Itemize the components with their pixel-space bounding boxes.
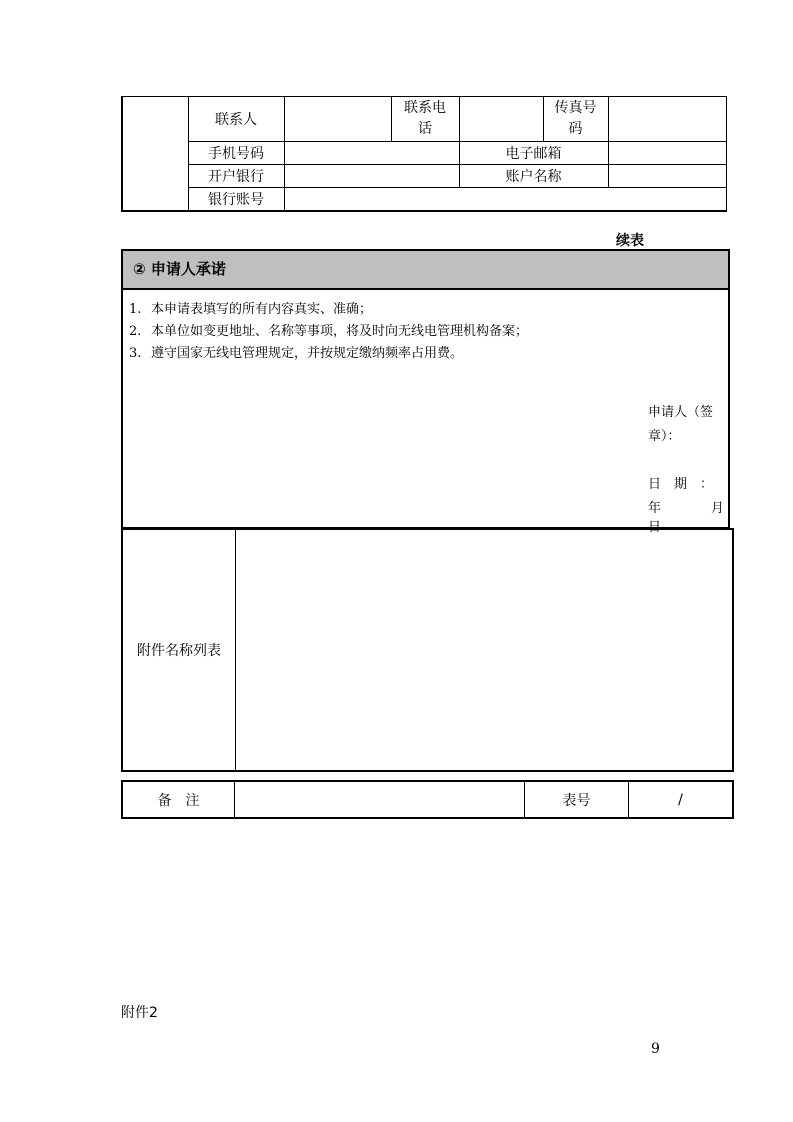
email-value[interactable] [608, 142, 726, 165]
email-label: 电子邮箱 [459, 142, 608, 165]
pledge-section [121, 249, 730, 535]
phone-label: 联系电 话 [391, 97, 459, 142]
contact-value[interactable] [284, 97, 391, 142]
bank-account-value[interactable] [284, 188, 726, 212]
signature-block [648, 401, 724, 535]
remarks-row [121, 780, 734, 819]
bank-account-label: 银行账号 [188, 188, 284, 212]
month-label: 月 [710, 501, 724, 516]
pledge-list [129, 299, 528, 365]
blank-side-cell [122, 97, 188, 212]
fax-value[interactable] [608, 97, 726, 142]
pledge-header: ② 申请人承诺 [123, 251, 728, 290]
page-number: 9 [651, 1041, 660, 1057]
remarks-label: 备 注 [123, 782, 235, 817]
form-number-value: / [678, 791, 683, 808]
year-label: 年 [648, 501, 662, 516]
year-month-line [648, 497, 724, 521]
mobile-label: 手机号码 [188, 142, 284, 165]
bank-value[interactable] [284, 165, 459, 188]
contact-label: 联系人 [188, 97, 284, 142]
phone-value[interactable] [459, 97, 543, 142]
pledge-item: 3. 遵守国家无线电管理规定，并按规定缴纳频率占用费。 [129, 346, 464, 361]
applicant-sign-label: 申请人（签 [648, 405, 714, 420]
mobile-value[interactable] [284, 142, 459, 165]
pledge-item: 2. 本单位如变更地址、名称等事项，将及时向无线电管理机构备案； [129, 324, 529, 339]
attachments-section [121, 528, 734, 772]
attachments-label: 附件名称列表 [123, 530, 236, 770]
fax-label: 传真号 码 [543, 97, 608, 142]
attachment-2-label: 附件2 [121, 1005, 158, 1021]
pledge-item: 1. 本申请表填写的所有内容真实、准确； [129, 302, 373, 317]
date-label: 日 期 ： [648, 477, 714, 492]
contact-table [121, 96, 727, 212]
day-label: 日 [648, 520, 662, 535]
remarks-value[interactable] [235, 782, 525, 817]
form-number-label: 表号 [525, 782, 629, 817]
account-name-label: 账户名称 [459, 165, 608, 188]
applicant-sign-label-cont: 章）： [648, 429, 681, 444]
account-name-value[interactable] [608, 165, 726, 188]
continued-label: 续表 [616, 233, 644, 249]
bank-label: 开户银行 [188, 165, 284, 188]
